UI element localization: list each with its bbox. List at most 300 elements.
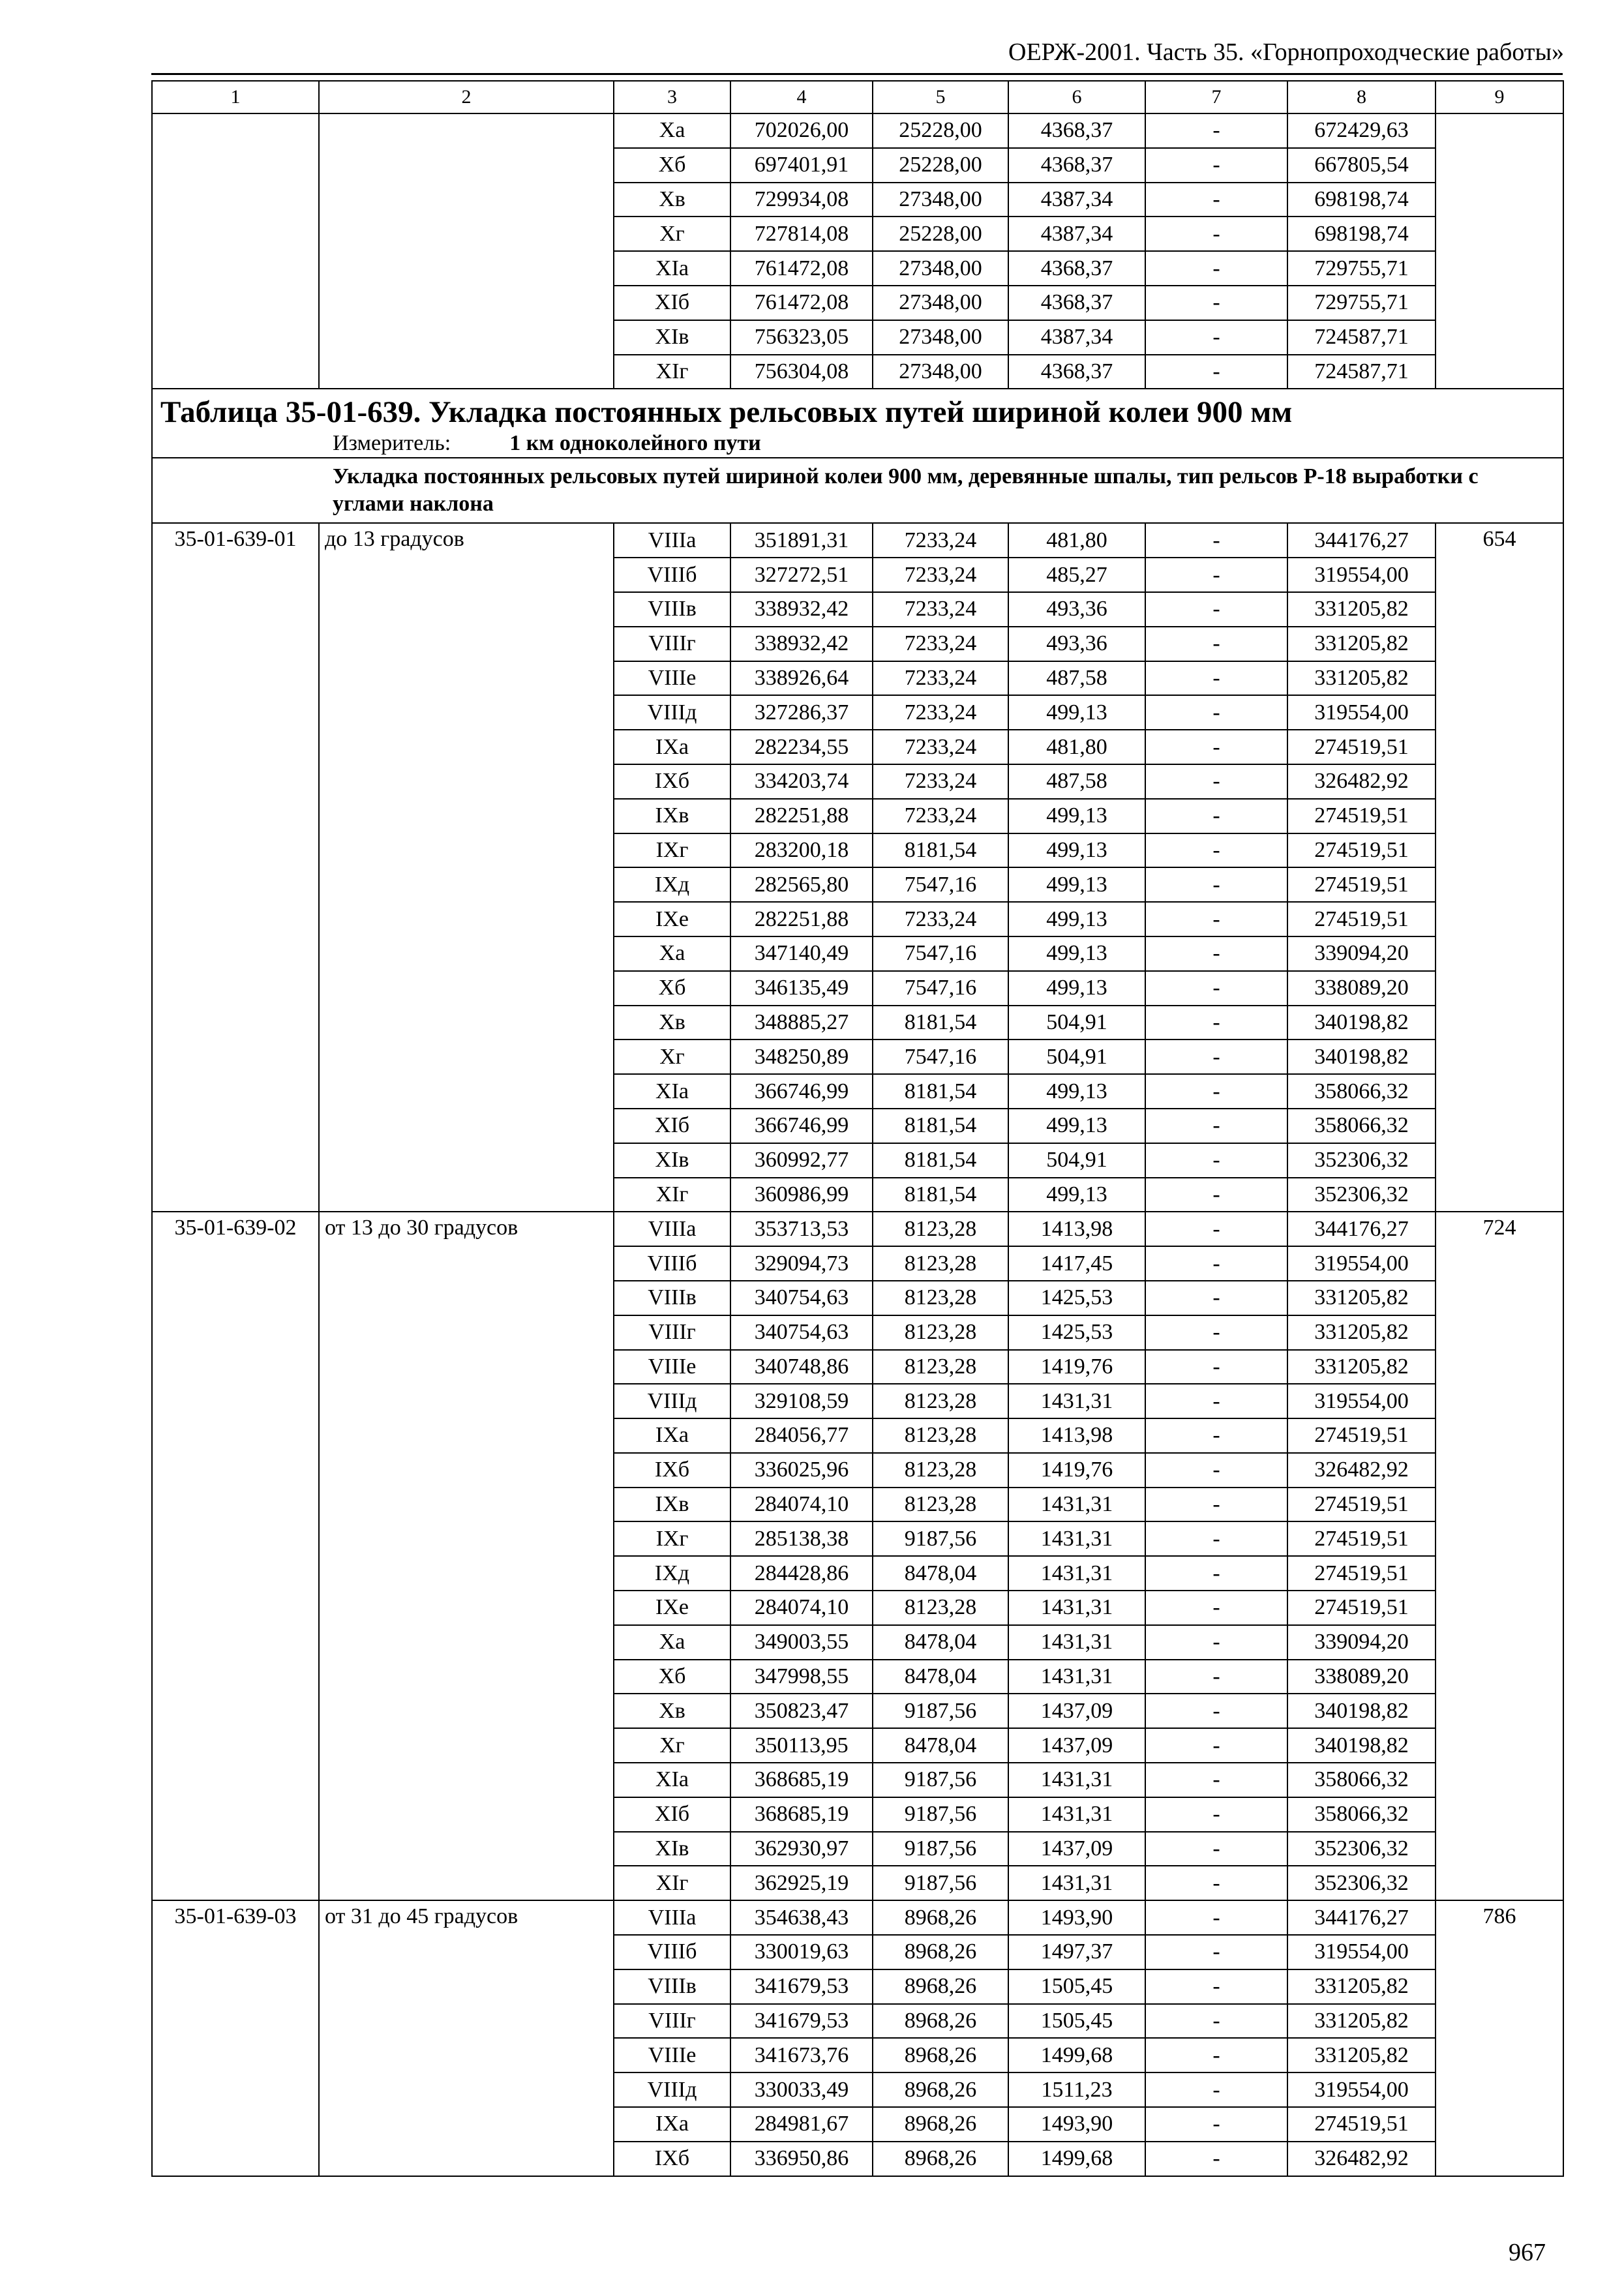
labor-cost-cell: 7233,24 (873, 558, 1008, 592)
machine-cost-cell: 1431,31 (1008, 1763, 1145, 1797)
labor-hours-cell (1436, 113, 1563, 389)
direct-cost-cell: 362925,19 (730, 1866, 873, 1900)
direct-cost-cell: 340754,63 (730, 1281, 873, 1315)
direct-cost-cell: 761472,08 (730, 251, 873, 286)
section-cell: Xб (614, 148, 730, 183)
labor-hours-cell: 654 (1436, 523, 1563, 1212)
section-cell: XIв (614, 320, 730, 355)
driver-wage-cell: - (1145, 592, 1287, 627)
section-cell: XIг (614, 1866, 730, 1900)
section-cell: Xг (614, 1728, 730, 1763)
machine-cost-cell: 4368,37 (1008, 286, 1145, 320)
code-cell (152, 113, 319, 389)
material-cost-cell: 358066,32 (1287, 1074, 1436, 1109)
page-header-title: ОЕРЖ-2001. Часть 35. «Горнопроходческие работы» (1008, 38, 1564, 66)
direct-cost-cell: 697401,91 (730, 148, 873, 183)
driver-wage-cell: - (1145, 2142, 1287, 2176)
direct-cost-cell: 341673,76 (730, 2038, 873, 2072)
machine-cost-cell: 1493,90 (1008, 1900, 1145, 1935)
material-cost-cell: 331205,82 (1287, 2038, 1436, 2072)
driver-wage-cell: - (1145, 1660, 1287, 1694)
machine-cost-cell: 499,13 (1008, 936, 1145, 971)
material-cost-cell: 331205,82 (1287, 1969, 1436, 2004)
machine-cost-cell: 487,58 (1008, 764, 1145, 799)
labor-cost-cell: 8181,54 (873, 833, 1008, 868)
direct-cost-cell: 284428,86 (730, 1556, 873, 1591)
section-cell: VIIIб (614, 1935, 730, 1969)
direct-cost-cell: 329094,73 (730, 1246, 873, 1281)
section-cell: VIIIб (614, 1246, 730, 1281)
driver-wage-cell: - (1145, 113, 1287, 148)
material-cost-cell: 698198,74 (1287, 183, 1436, 217)
material-cost-cell: 274519,51 (1287, 1556, 1436, 1591)
machine-cost-cell: 481,80 (1008, 523, 1145, 558)
driver-wage-cell: - (1145, 251, 1287, 286)
driver-wage-cell: - (1145, 1384, 1287, 1418)
direct-cost-cell: 338926,64 (730, 661, 873, 696)
driver-wage-cell: - (1145, 1694, 1287, 1728)
direct-cost-cell: 338932,42 (730, 592, 873, 627)
material-cost-cell: 331205,82 (1287, 627, 1436, 661)
section-cell: VIIIд (614, 2072, 730, 2107)
driver-wage-cell: - (1145, 1143, 1287, 1178)
material-cost-cell: 340198,82 (1287, 1040, 1436, 1074)
driver-wage-cell: - (1145, 1109, 1287, 1143)
driver-wage-cell: - (1145, 1969, 1287, 2004)
column-number: 5 (873, 81, 1008, 113)
driver-wage-cell: - (1145, 355, 1287, 389)
labor-cost-cell: 7233,24 (873, 592, 1008, 627)
labor-cost-cell: 9187,56 (873, 1694, 1008, 1728)
direct-cost-cell: 350113,95 (730, 1728, 873, 1763)
driver-wage-cell: - (1145, 1797, 1287, 1832)
section-cell: XIa (614, 251, 730, 286)
material-cost-cell: 274519,51 (1287, 867, 1436, 902)
machine-cost-cell: 1511,23 (1008, 2072, 1145, 2107)
direct-cost-cell: 368685,19 (730, 1763, 873, 1797)
material-cost-cell: 274519,51 (1287, 1488, 1436, 1522)
column-number: 3 (614, 81, 730, 113)
direct-cost-cell: 727814,08 (730, 217, 873, 251)
labor-cost-cell: 7233,24 (873, 902, 1008, 936)
column-number: 6 (1008, 81, 1145, 113)
material-cost-cell: 352306,32 (1287, 1866, 1436, 1900)
section-cell: XIб (614, 1797, 730, 1832)
labor-cost-cell: 8123,28 (873, 1488, 1008, 1522)
machine-cost-cell: 1431,31 (1008, 1797, 1145, 1832)
direct-cost-cell: 282251,88 (730, 799, 873, 833)
section-cell: VIIIд (614, 1384, 730, 1418)
material-cost-cell: 331205,82 (1287, 592, 1436, 627)
labor-cost-cell: 27348,00 (873, 355, 1008, 389)
labor-cost-cell: 8968,26 (873, 2107, 1008, 2142)
section-cell: VIIIг (614, 2004, 730, 2039)
driver-wage-cell: - (1145, 1212, 1287, 1246)
labor-cost-cell: 27348,00 (873, 320, 1008, 355)
machine-cost-cell: 481,80 (1008, 730, 1145, 764)
section-cell: IXд (614, 867, 730, 902)
material-cost-cell: 331205,82 (1287, 1281, 1436, 1315)
labor-cost-cell: 8181,54 (873, 1143, 1008, 1178)
machine-cost-cell: 1497,37 (1008, 1935, 1145, 1969)
labor-cost-cell: 7233,24 (873, 523, 1008, 558)
material-cost-cell: 339094,20 (1287, 1625, 1436, 1660)
price-table (151, 80, 1564, 2177)
machine-cost-cell: 1431,31 (1008, 1591, 1145, 1625)
labor-cost-cell: 9187,56 (873, 1866, 1008, 1900)
driver-wage-cell: - (1145, 2072, 1287, 2107)
driver-wage-cell: - (1145, 1900, 1287, 1935)
labor-cost-cell: 8123,28 (873, 1281, 1008, 1315)
labor-cost-cell: 8478,04 (873, 1625, 1008, 1660)
material-cost-cell: 729755,71 (1287, 286, 1436, 320)
labor-hours-cell: 724 (1436, 1212, 1563, 1900)
material-cost-cell: 344176,27 (1287, 1212, 1436, 1246)
section-cell: IXв (614, 1488, 730, 1522)
machine-cost-cell: 487,58 (1008, 661, 1145, 696)
machine-cost-cell: 1431,31 (1008, 1866, 1145, 1900)
machine-cost-cell: 4368,37 (1008, 251, 1145, 286)
section-cell: XIa (614, 1074, 730, 1109)
machine-cost-cell: 499,13 (1008, 833, 1145, 868)
machine-cost-cell: 4368,37 (1008, 113, 1145, 148)
section-cell: IXe (614, 902, 730, 936)
section-cell: Xa (614, 113, 730, 148)
material-cost-cell: 326482,92 (1287, 2142, 1436, 2176)
driver-wage-cell: - (1145, 1006, 1287, 1040)
labor-cost-cell: 7547,16 (873, 867, 1008, 902)
machine-cost-cell: 493,36 (1008, 592, 1145, 627)
table-row (152, 523, 1563, 558)
labor-cost-cell: 7547,16 (873, 1040, 1008, 1074)
driver-wage-cell: - (1145, 1246, 1287, 1281)
section-cell: IXб (614, 1453, 730, 1488)
material-cost-cell: 274519,51 (1287, 1418, 1436, 1453)
section-cell: IXд (614, 1556, 730, 1591)
labor-cost-cell: 8968,26 (873, 2038, 1008, 2072)
material-cost-cell: 319554,00 (1287, 695, 1436, 730)
table-row (152, 1212, 1563, 1246)
price-table-body (152, 81, 1563, 2176)
material-cost-cell: 326482,92 (1287, 764, 1436, 799)
machine-cost-cell: 504,91 (1008, 1143, 1145, 1178)
section-cell: IXa (614, 730, 730, 764)
table-title-row (152, 389, 1563, 458)
material-cost-cell: 352306,32 (1287, 1832, 1436, 1866)
section-cell: Xг (614, 1040, 730, 1074)
labor-cost-cell: 7233,24 (873, 627, 1008, 661)
material-cost-cell: 729755,71 (1287, 251, 1436, 286)
material-cost-cell: 331205,82 (1287, 661, 1436, 696)
material-cost-cell: 358066,32 (1287, 1109, 1436, 1143)
machine-cost-cell: 1417,45 (1008, 1246, 1145, 1281)
material-cost-cell: 340198,82 (1287, 1694, 1436, 1728)
code-cell: 35-01-639-01 (152, 523, 319, 1212)
column-numbers-row (152, 81, 1563, 113)
direct-cost-cell: 702026,00 (730, 113, 873, 148)
material-cost-cell: 338089,20 (1287, 971, 1436, 1006)
section-cell: VIIIв (614, 1281, 730, 1315)
direct-cost-cell: 330033,49 (730, 2072, 873, 2107)
machine-cost-cell: 1505,45 (1008, 1969, 1145, 2004)
section-cell: VIIIв (614, 592, 730, 627)
header-divider (151, 73, 1563, 75)
section-cell: Xв (614, 183, 730, 217)
section-cell: XIг (614, 1178, 730, 1212)
labor-cost-cell: 7233,24 (873, 695, 1008, 730)
machine-cost-cell: 1419,76 (1008, 1350, 1145, 1384)
direct-cost-cell: 327286,37 (730, 695, 873, 730)
machine-cost-cell: 499,13 (1008, 1074, 1145, 1109)
material-cost-cell: 319554,00 (1287, 558, 1436, 592)
direct-cost-cell: 347998,55 (730, 1660, 873, 1694)
labor-cost-cell: 8478,04 (873, 1728, 1008, 1763)
machine-cost-cell: 1431,31 (1008, 1384, 1145, 1418)
direct-cost-cell: 282251,88 (730, 902, 873, 936)
machine-cost-cell: 4387,34 (1008, 217, 1145, 251)
direct-cost-cell: 360992,77 (730, 1143, 873, 1178)
driver-wage-cell: - (1145, 833, 1287, 868)
material-cost-cell: 344176,27 (1287, 1900, 1436, 1935)
section-cell: XIв (614, 1832, 730, 1866)
section-cell: XIб (614, 286, 730, 320)
machine-cost-cell: 485,27 (1008, 558, 1145, 592)
section-cell: IXб (614, 2142, 730, 2176)
labor-cost-cell: 25228,00 (873, 217, 1008, 251)
direct-cost-cell: 729934,08 (730, 183, 873, 217)
measure-unit (160, 430, 1555, 457)
direct-cost-cell: 350823,47 (730, 1694, 873, 1728)
labor-cost-cell: 8123,28 (873, 1591, 1008, 1625)
driver-wage-cell: - (1145, 1521, 1287, 1556)
machine-cost-cell: 1431,31 (1008, 1488, 1145, 1522)
labor-cost-cell: 7233,24 (873, 730, 1008, 764)
machine-cost-cell: 499,13 (1008, 867, 1145, 902)
machine-cost-cell: 1431,31 (1008, 1625, 1145, 1660)
direct-cost-cell: 284074,10 (730, 1591, 873, 1625)
name-cell (319, 113, 614, 389)
machine-cost-cell: 499,13 (1008, 1178, 1145, 1212)
machine-cost-cell: 1431,31 (1008, 1521, 1145, 1556)
material-cost-cell: 274519,51 (1287, 1591, 1436, 1625)
labor-cost-cell: 9187,56 (873, 1521, 1008, 1556)
material-cost-cell: 274519,51 (1287, 1521, 1436, 1556)
section-cell: VIIIв (614, 1969, 730, 2004)
machine-cost-cell: 4387,34 (1008, 183, 1145, 217)
labor-cost-cell: 8478,04 (873, 1556, 1008, 1591)
direct-cost-cell: 756304,08 (730, 355, 873, 389)
labor-cost-cell: 27348,00 (873, 286, 1008, 320)
driver-wage-cell: - (1145, 1556, 1287, 1591)
driver-wage-cell: - (1145, 867, 1287, 902)
labor-cost-cell: 8968,26 (873, 2004, 1008, 2039)
direct-cost-cell: 360986,99 (730, 1178, 873, 1212)
machine-cost-cell: 4368,37 (1008, 148, 1145, 183)
material-cost-cell: 319554,00 (1287, 1935, 1436, 1969)
material-cost-cell: 331205,82 (1287, 1315, 1436, 1350)
section-cell: VIIIб (614, 558, 730, 592)
section-cell: VIIIa (614, 523, 730, 558)
direct-cost-cell: 284056,77 (730, 1418, 873, 1453)
machine-cost-cell: 1413,98 (1008, 1418, 1145, 1453)
driver-wage-cell: - (1145, 1488, 1287, 1522)
direct-cost-cell: 366746,99 (730, 1074, 873, 1109)
labor-cost-cell: 8181,54 (873, 1006, 1008, 1040)
driver-wage-cell: - (1145, 1418, 1287, 1453)
direct-cost-cell: 348250,89 (730, 1040, 873, 1074)
driver-wage-cell: - (1145, 1866, 1287, 1900)
labor-cost-cell: 8968,26 (873, 2072, 1008, 2107)
section-cell: Xв (614, 1694, 730, 1728)
machine-cost-cell: 1425,53 (1008, 1315, 1145, 1350)
material-cost-cell: 667805,54 (1287, 148, 1436, 183)
section-cell: XIв (614, 1143, 730, 1178)
direct-cost-cell: 362930,97 (730, 1832, 873, 1866)
driver-wage-cell: - (1145, 1281, 1287, 1315)
section-cell: IXa (614, 2107, 730, 2142)
driver-wage-cell: - (1145, 1625, 1287, 1660)
labor-cost-cell: 8968,26 (873, 1935, 1008, 1969)
section-cell: VIIIa (614, 1900, 730, 1935)
description-row (152, 458, 1563, 523)
section-cell: XIг (614, 355, 730, 389)
direct-cost-cell: 282234,55 (730, 730, 873, 764)
machine-cost-cell: 1437,09 (1008, 1832, 1145, 1866)
labor-cost-cell: 9187,56 (873, 1832, 1008, 1866)
section-cell: Xa (614, 936, 730, 971)
material-cost-cell: 274519,51 (1287, 2107, 1436, 2142)
measure-value: 1 км одноколейного пути (509, 431, 761, 456)
labor-cost-cell: 25228,00 (873, 148, 1008, 183)
section-cell: XIб (614, 1109, 730, 1143)
machine-cost-cell: 1493,90 (1008, 2107, 1145, 2142)
section-cell: IXв (614, 799, 730, 833)
labor-cost-cell: 7547,16 (873, 971, 1008, 1006)
direct-cost-cell: 761472,08 (730, 286, 873, 320)
machine-cost-cell: 499,13 (1008, 971, 1145, 1006)
labor-cost-cell: 8123,28 (873, 1212, 1008, 1246)
page-number: 967 (1509, 2239, 1546, 2266)
material-cost-cell: 698198,74 (1287, 217, 1436, 251)
section-cell: VIIIд (614, 695, 730, 730)
material-cost-cell: 344176,27 (1287, 523, 1436, 558)
driver-wage-cell: - (1145, 799, 1287, 833)
section-cell: Xa (614, 1625, 730, 1660)
driver-wage-cell: - (1145, 2004, 1287, 2039)
section-cell: Xг (614, 217, 730, 251)
machine-cost-cell: 1425,53 (1008, 1281, 1145, 1315)
driver-wage-cell: - (1145, 286, 1287, 320)
material-cost-cell: 724587,71 (1287, 355, 1436, 389)
direct-cost-cell: 329108,59 (730, 1384, 873, 1418)
driver-wage-cell: - (1145, 627, 1287, 661)
labor-cost-cell: 7233,24 (873, 661, 1008, 696)
section-cell: VIIIe (614, 661, 730, 696)
labor-cost-cell: 8123,28 (873, 1418, 1008, 1453)
material-cost-cell: 331205,82 (1287, 1350, 1436, 1384)
labor-cost-cell: 8123,28 (873, 1350, 1008, 1384)
work-description: Укладка постоянных рельсовых путей шириной колеи 900 мм, деревянные шпалы, тип рельсов Р-18 выработки с углами наклона (152, 458, 1563, 523)
driver-wage-cell: - (1145, 1074, 1287, 1109)
column-number: 8 (1287, 81, 1436, 113)
machine-cost-cell: 1505,45 (1008, 2004, 1145, 2039)
labor-cost-cell: 9187,56 (873, 1763, 1008, 1797)
section-cell: IXa (614, 1418, 730, 1453)
material-cost-cell: 352306,32 (1287, 1178, 1436, 1212)
driver-wage-cell: - (1145, 1040, 1287, 1074)
table-title-cell (152, 389, 1563, 458)
column-number: 4 (730, 81, 873, 113)
driver-wage-cell: - (1145, 695, 1287, 730)
material-cost-cell: 339094,20 (1287, 936, 1436, 971)
direct-cost-cell: 349003,55 (730, 1625, 873, 1660)
section-cell: VIIIг (614, 627, 730, 661)
material-cost-cell: 326482,92 (1287, 1453, 1436, 1488)
machine-cost-cell: 1413,98 (1008, 1212, 1145, 1246)
driver-wage-cell: - (1145, 148, 1287, 183)
labor-cost-cell: 8123,28 (873, 1384, 1008, 1418)
driver-wage-cell: - (1145, 558, 1287, 592)
machine-cost-cell: 504,91 (1008, 1040, 1145, 1074)
direct-cost-cell: 347140,49 (730, 936, 873, 971)
machine-cost-cell: 1437,09 (1008, 1694, 1145, 1728)
labor-cost-cell: 8123,28 (873, 1453, 1008, 1488)
measure-label: Измеритель: (333, 431, 451, 456)
table-title: Таблица 35-01-639. Укладка постоянных рельсовых путей шириной колеи 900 мм (160, 395, 1293, 430)
driver-wage-cell: - (1145, 1315, 1287, 1350)
column-number: 9 (1436, 81, 1563, 113)
column-number: 2 (319, 81, 614, 113)
column-number: 7 (1145, 81, 1287, 113)
driver-wage-cell: - (1145, 183, 1287, 217)
table-row (152, 1900, 1563, 1935)
machine-cost-cell: 499,13 (1008, 799, 1145, 833)
name-cell: до 13 градусов (319, 523, 614, 1212)
direct-cost-cell: 282565,80 (730, 867, 873, 902)
name-cell: от 13 до 30 градусов (319, 1212, 614, 1900)
driver-wage-cell: - (1145, 1591, 1287, 1625)
direct-cost-cell: 283200,18 (730, 833, 873, 868)
code-cell: 35-01-639-03 (152, 1900, 319, 2176)
machine-cost-cell: 493,36 (1008, 627, 1145, 661)
material-cost-cell: 352306,32 (1287, 1143, 1436, 1178)
section-cell: IXe (614, 1591, 730, 1625)
material-cost-cell: 358066,32 (1287, 1797, 1436, 1832)
direct-cost-cell: 353713,53 (730, 1212, 873, 1246)
machine-cost-cell: 4368,37 (1008, 355, 1145, 389)
machine-cost-cell: 504,91 (1008, 1006, 1145, 1040)
driver-wage-cell: - (1145, 661, 1287, 696)
driver-wage-cell: - (1145, 320, 1287, 355)
direct-cost-cell: 336950,86 (730, 2142, 873, 2176)
direct-cost-cell: 351891,31 (730, 523, 873, 558)
section-cell: Xб (614, 971, 730, 1006)
section-cell: VIIIe (614, 2038, 730, 2072)
driver-wage-cell: - (1145, 217, 1287, 251)
machine-cost-cell: 1431,31 (1008, 1556, 1145, 1591)
driver-wage-cell: - (1145, 902, 1287, 936)
labor-cost-cell: 8123,28 (873, 1246, 1008, 1281)
material-cost-cell: 340198,82 (1287, 1006, 1436, 1040)
labor-cost-cell: 7233,24 (873, 764, 1008, 799)
table-row (152, 113, 1563, 148)
labor-cost-cell: 8181,54 (873, 1109, 1008, 1143)
machine-cost-cell: 499,13 (1008, 1109, 1145, 1143)
driver-wage-cell: - (1145, 1763, 1287, 1797)
driver-wage-cell: - (1145, 971, 1287, 1006)
machine-cost-cell: 499,13 (1008, 902, 1145, 936)
column-number: 1 (152, 81, 319, 113)
